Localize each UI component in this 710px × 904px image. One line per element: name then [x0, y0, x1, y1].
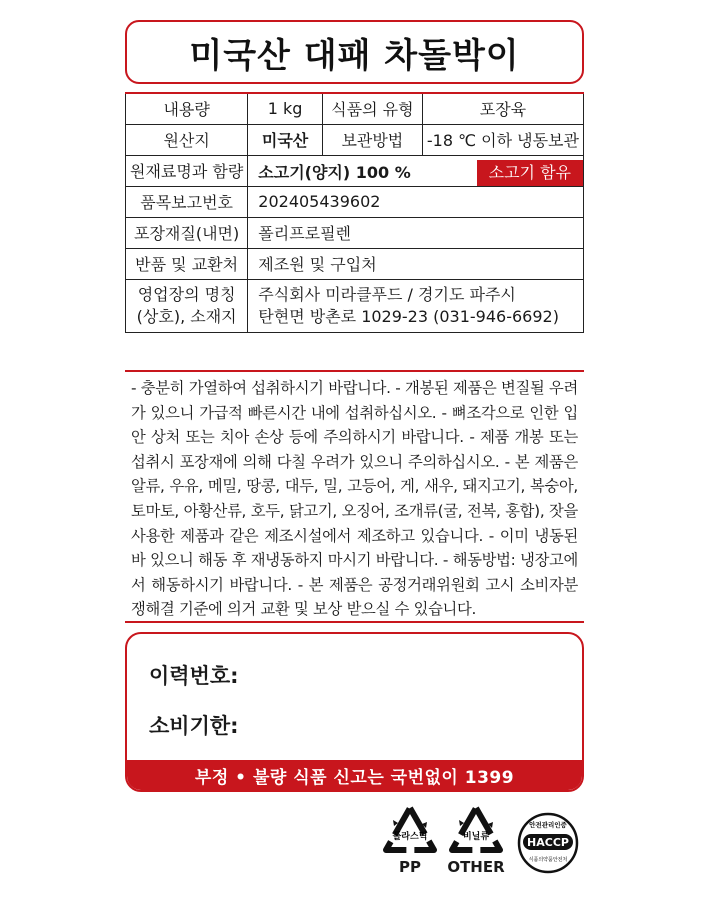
content-label: 내용량: [126, 93, 248, 124]
recycle-1-inner-label: 플라스틱: [392, 832, 428, 842]
haccp-bottom-text: 식품의약품안전처: [528, 857, 568, 863]
ingredients-cell: [248, 155, 584, 186]
business-value-line-2: 탄현면 방촌로 1029-23 (031-946-6692): [258, 306, 559, 326]
ingredients-label: 원재료명과 함량: [126, 155, 248, 186]
storage-label: 보관방법: [322, 124, 422, 155]
caution-notice: - 충분히 가열하여 섭취하시기 바랍니다. - 개봉된 제품은 변질될 우려가 있으니 가급적 빠른시간 내에 섭취하십시오. - 뼈조각으로 인한 입안 상처 또는 치아 손상 등에 주의하시기 바랍니다. - 제품 개봉 또는 섭취시 포장재에 의해 다칠 우려가 있으니 주의하십시오. - 본 제품은 알류, 우유, 메밀, 땅콩, 대두, 밀, 고등어, 게, 새우, 돼지고기, 복숭아, 토마토, 아황산류, 호두, 닭고기, 오징어, 조개류(굴, 전복, 홍합), 잣을 사용한 제품과 같은 제조시설에서 제조하고 있습니다. - 이미 냉동된 바 있으니 해동 후 재냉동하지 마시기 바랍니다. - 해동방법: 냉장고에서 해동하시기 바랍니다. - 본 제품은 공정거래위원회 고시 소비자분쟁해결 기준에 의거 교환 및 보상 받으실 수 있습니다.: [125, 370, 584, 623]
food-type-value: 포장육: [422, 93, 583, 124]
business-value: [248, 279, 584, 332]
table-row: [126, 186, 584, 217]
report-no-value: 202405439602: [248, 186, 584, 217]
recycle-2-inner-label: 비닐류: [462, 832, 490, 842]
table-row: [126, 93, 584, 124]
business-value-line-1: 주식회사 미라클푸드 / 경기도 파주시: [258, 284, 516, 304]
return-value: 제조원 및 구입처: [248, 248, 584, 279]
origin-label: 원산지: [126, 124, 248, 155]
recycle-1-caption: PP: [399, 858, 421, 876]
product-info-table: [125, 92, 584, 333]
tracking-number-label: 이력번호:: [149, 664, 239, 688]
storage-value: -18 ℃ 이하 냉동보관: [422, 124, 583, 155]
table-row: [126, 217, 584, 248]
expiry-date-label: 소비기한:: [149, 714, 239, 738]
haccp-main-text: HACCP: [527, 836, 569, 849]
recycle-mark-pp: [380, 804, 440, 876]
product-title: 미국산 대패 차돌박이: [189, 35, 520, 76]
packaging-value: 폴리프로필렌: [248, 217, 584, 248]
food-type-label: 식품의 유형: [322, 93, 422, 124]
business-label-line-2: (상호), 소재지: [136, 306, 237, 326]
ingredients-value: 소고기(양지) 100 %: [258, 162, 411, 182]
content-value: 1 kg: [248, 93, 323, 124]
business-label-line-1: 영업장의 명칭: [137, 284, 236, 304]
recycle-triangle-icon: [448, 804, 504, 856]
haccp-top-text: 안전관리인증: [529, 821, 567, 829]
table-row: [126, 124, 584, 155]
table-row: [126, 279, 584, 332]
recycle-2-caption: OTHER: [447, 858, 505, 876]
return-label: 반품 및 교환처: [126, 248, 248, 279]
report-no-label: 품목보고번호: [126, 186, 248, 217]
packaging-label: 포장재질(내면): [126, 217, 248, 248]
origin-value: 미국산: [248, 124, 323, 155]
report-hotline-banner: 부정 • 불량 식품 신고는 국번없이 1399: [127, 760, 582, 790]
business-label: [126, 279, 248, 332]
traceability-box: [125, 632, 584, 792]
table-row: [126, 155, 584, 186]
recycle-triangle-icon: [382, 804, 438, 856]
table-row: [126, 248, 584, 279]
product-title-box: [125, 20, 584, 84]
allergen-badge: 소고기 함유: [477, 160, 583, 186]
recycle-mark-other: [446, 804, 506, 876]
haccp-certification-icon: [517, 812, 579, 874]
